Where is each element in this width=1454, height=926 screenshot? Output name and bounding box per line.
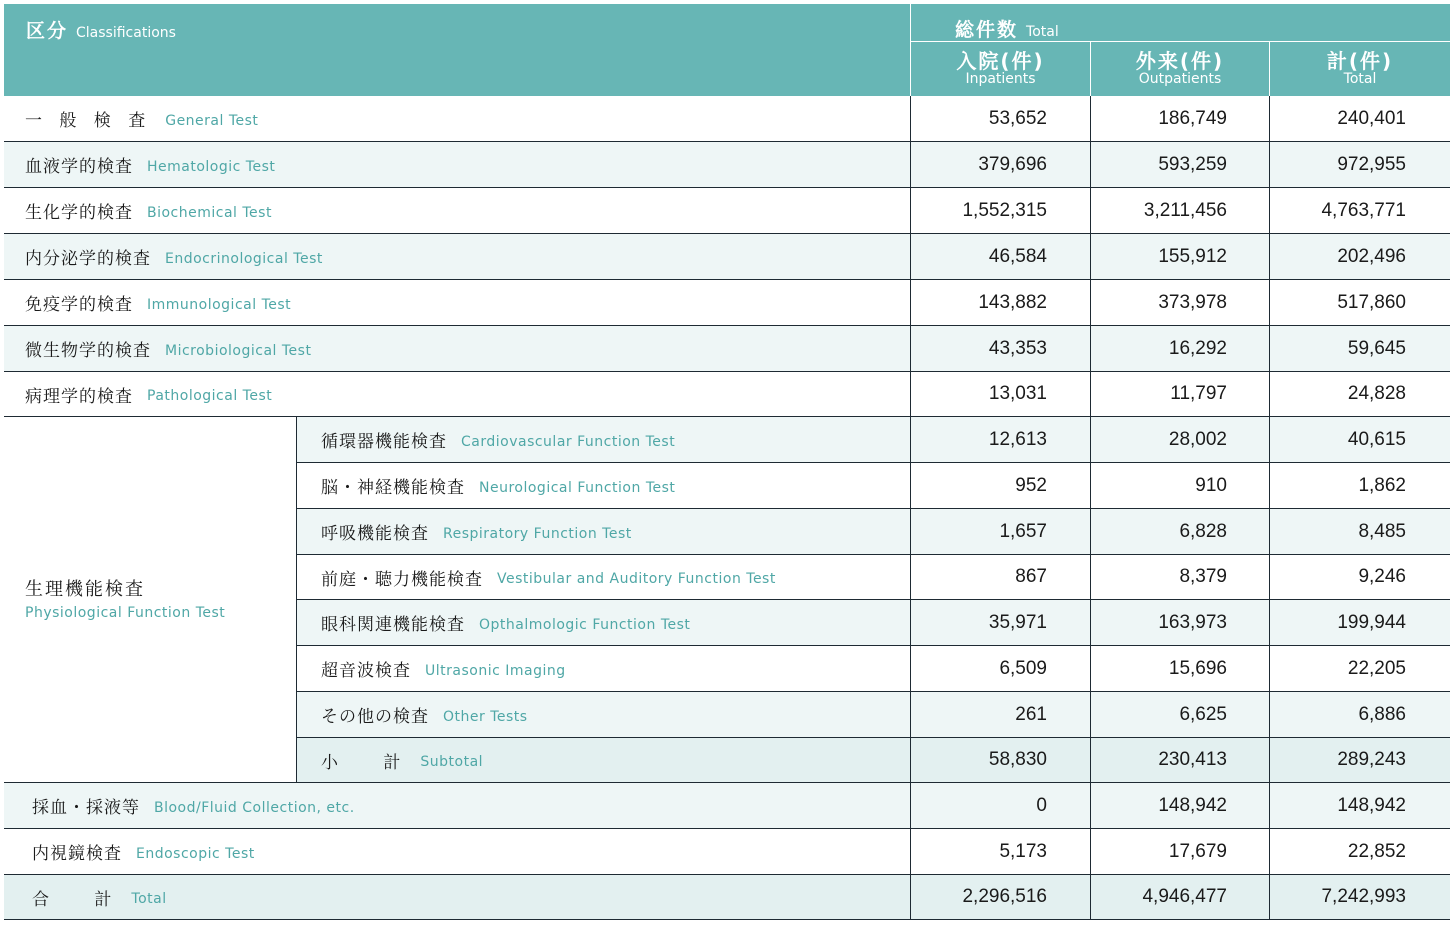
outpatients-value: 910	[1195, 474, 1227, 496]
outpatients-value: 15,696	[1168, 657, 1227, 679]
table-row	[4, 783, 1450, 829]
row-label: 前庭・聴力機能検査	[321, 569, 483, 590]
row-label: 採血・採液等	[32, 798, 140, 818]
column-header-outpatients	[1091, 42, 1269, 96]
total-value: 7,242,993	[1321, 886, 1406, 907]
row-label-en: Pathological Test	[147, 388, 273, 404]
row-label: 呼吸機能検査	[321, 524, 429, 544]
subtotal-row	[297, 738, 1450, 783]
inpatients-value: 0	[1036, 794, 1047, 816]
table-row	[297, 509, 1450, 555]
total-value: 4,763,771	[1321, 199, 1406, 221]
inpatients-value: 53,652	[988, 107, 1047, 129]
column-header-inpatients-jp: 入院(件)	[956, 49, 1045, 73]
classification-title: 区分	[26, 20, 69, 42]
inpatients-value: 35,971	[988, 611, 1047, 633]
row-label: 一 般 検 査	[25, 111, 152, 131]
table-row	[297, 417, 1450, 463]
row-label: 病理学的検査	[25, 386, 133, 407]
row-label: 小 計	[321, 752, 421, 773]
row-label: 脳・神経機能検査	[321, 478, 465, 498]
table-row	[4, 234, 1450, 280]
row-label: 内分泌学的検査	[25, 249, 151, 269]
row-label-en: Cardiovascular Function Test	[461, 433, 676, 450]
row-label: 免疫学的検査	[25, 295, 133, 315]
column-header-inpatients-en: Inpatients	[965, 71, 1036, 87]
physio-group-label-en: Physiological Function Test	[25, 605, 226, 621]
row-label-en: Vestibular and Auditory Function Test	[497, 571, 776, 587]
inpatients-value: 6,509	[999, 657, 1047, 679]
total-value: 517,860	[1337, 291, 1406, 313]
row-label-en: Blood/Fluid Collection, etc.	[154, 799, 355, 816]
row-label: 生化学的検査	[25, 203, 133, 223]
row-label: 内視鏡検査	[32, 844, 122, 864]
inpatients-value: 1,552,315	[962, 199, 1047, 221]
column-header-outpatients-jp: 外来(件)	[1135, 49, 1225, 73]
row-label: 眼科関連機能検査	[321, 615, 465, 635]
row-label-en: Opthalmologic Function Test	[479, 616, 691, 633]
table-row	[297, 692, 1450, 738]
outpatients-value: 28,002	[1168, 428, 1227, 450]
column-divider	[1269, 96, 1270, 920]
outpatients-value: 8,379	[1179, 566, 1227, 587]
table-row	[4, 96, 1450, 142]
row-label-en: Immunological Test	[147, 296, 292, 313]
row-label-en: Neurological Function Test	[479, 479, 676, 496]
row-label-en: General Test	[165, 112, 259, 129]
column-header-outpatients-en: Outpatients	[1138, 71, 1222, 87]
outpatients-value: 16,292	[1168, 337, 1227, 359]
row-label: 微生物学的検査	[25, 341, 151, 361]
total-value: 59,645	[1347, 337, 1406, 359]
total-value: 22,852	[1347, 840, 1406, 862]
row-label: その他の検査	[321, 707, 429, 727]
outpatients-value: 155,912	[1158, 245, 1227, 267]
inpatients-value: 5,173	[999, 840, 1047, 862]
row-label: 血液学的検査	[25, 157, 133, 177]
column-header-inpatients	[911, 42, 1090, 96]
column-divider	[910, 96, 911, 920]
inpatients-value: 379,696	[978, 153, 1047, 175]
outpatients-value: 4,946,477	[1142, 886, 1227, 907]
row-label-en: Respiratory Function Test	[443, 525, 632, 542]
row-label-en: Hematologic Test	[147, 158, 276, 175]
total-value: 972,955	[1337, 153, 1406, 175]
column-divider	[296, 417, 297, 783]
total-count-title-en: Total	[1026, 24, 1059, 40]
total-value: 199,944	[1337, 611, 1406, 633]
table-row	[297, 463, 1450, 509]
total-value: 1,862	[1358, 474, 1406, 496]
inpatients-value: 143,882	[978, 291, 1047, 313]
physio-group-label-cell	[4, 417, 296, 783]
header-classification-cell	[4, 4, 910, 96]
row-label-en: Endocrinological Test	[165, 250, 323, 267]
inpatients-value: 867	[1015, 566, 1047, 587]
column-divider	[1090, 96, 1091, 920]
inpatients-value: 1,657	[999, 520, 1047, 542]
table-row	[297, 600, 1450, 646]
table-row	[4, 188, 1450, 234]
row-label-en: Biochemical Test	[147, 204, 272, 221]
inpatients-value: 12,613	[988, 428, 1047, 450]
inpatients-value: 2,296,516	[962, 886, 1047, 907]
total-value: 8,485	[1358, 520, 1406, 542]
outpatients-value: 6,625	[1179, 703, 1227, 725]
row-label-en: Endoscopic Test	[136, 845, 255, 862]
table-row	[297, 555, 1450, 600]
classification-title-en: Classifications	[76, 25, 176, 41]
outpatients-value: 3,211,456	[1143, 199, 1227, 221]
total-value: 289,243	[1337, 749, 1406, 770]
outpatients-value: 373,978	[1158, 291, 1227, 313]
column-header-total-jp: 計(件)	[1326, 49, 1394, 73]
row-label-en: Ultrasonic Imaging	[425, 662, 566, 679]
outpatients-value: 593,259	[1158, 153, 1227, 175]
grand-total-row	[4, 875, 1450, 920]
row-label: 合 計	[32, 889, 132, 910]
outpatients-value: 17,679	[1168, 840, 1227, 862]
inpatients-value: 952	[1015, 474, 1047, 496]
row-label-en: Subtotal	[420, 754, 484, 770]
total-value: 148,942	[1337, 794, 1406, 816]
inpatients-value: 43,353	[988, 337, 1047, 359]
outpatients-value: 230,413	[1158, 749, 1227, 770]
total-value: 40,615	[1347, 428, 1406, 450]
physio-group-label: 生理機能検査	[25, 579, 145, 600]
total-value: 240,401	[1337, 107, 1406, 129]
table-row	[4, 326, 1450, 372]
total-count-title: 総件数	[955, 19, 1019, 41]
inpatients-value: 13,031	[988, 383, 1047, 404]
column-header-total	[1270, 42, 1450, 96]
outpatients-value: 148,942	[1158, 794, 1227, 816]
row-label-en: Microbiological Test	[165, 342, 312, 359]
total-value: 202,496	[1337, 245, 1406, 267]
table-row	[4, 142, 1450, 188]
inpatients-value: 58,830	[988, 749, 1047, 770]
row-label-en: Other Tests	[443, 708, 528, 725]
outpatients-value: 6,828	[1179, 520, 1227, 542]
outpatients-value: 11,797	[1170, 383, 1227, 404]
examination-count-table	[4, 4, 1450, 920]
total-value: 24,828	[1347, 383, 1406, 404]
table-row	[297, 646, 1450, 692]
total-value: 6,886	[1358, 703, 1406, 725]
outpatients-value: 163,973	[1158, 611, 1227, 633]
outpatients-value: 186,749	[1158, 107, 1227, 129]
table-row	[4, 280, 1450, 326]
row-label-en: Total	[131, 891, 167, 907]
total-value: 22,205	[1347, 657, 1406, 679]
table-row	[4, 829, 1450, 875]
inpatients-value: 46,584	[988, 245, 1047, 267]
inpatients-value: 261	[1015, 703, 1047, 725]
total-value: 9,246	[1358, 566, 1406, 587]
row-label: 循環器機能検査	[321, 432, 447, 452]
row-label: 超音波検査	[321, 661, 411, 681]
column-header-total-en: Total	[1343, 71, 1377, 87]
table-row	[4, 372, 1450, 417]
